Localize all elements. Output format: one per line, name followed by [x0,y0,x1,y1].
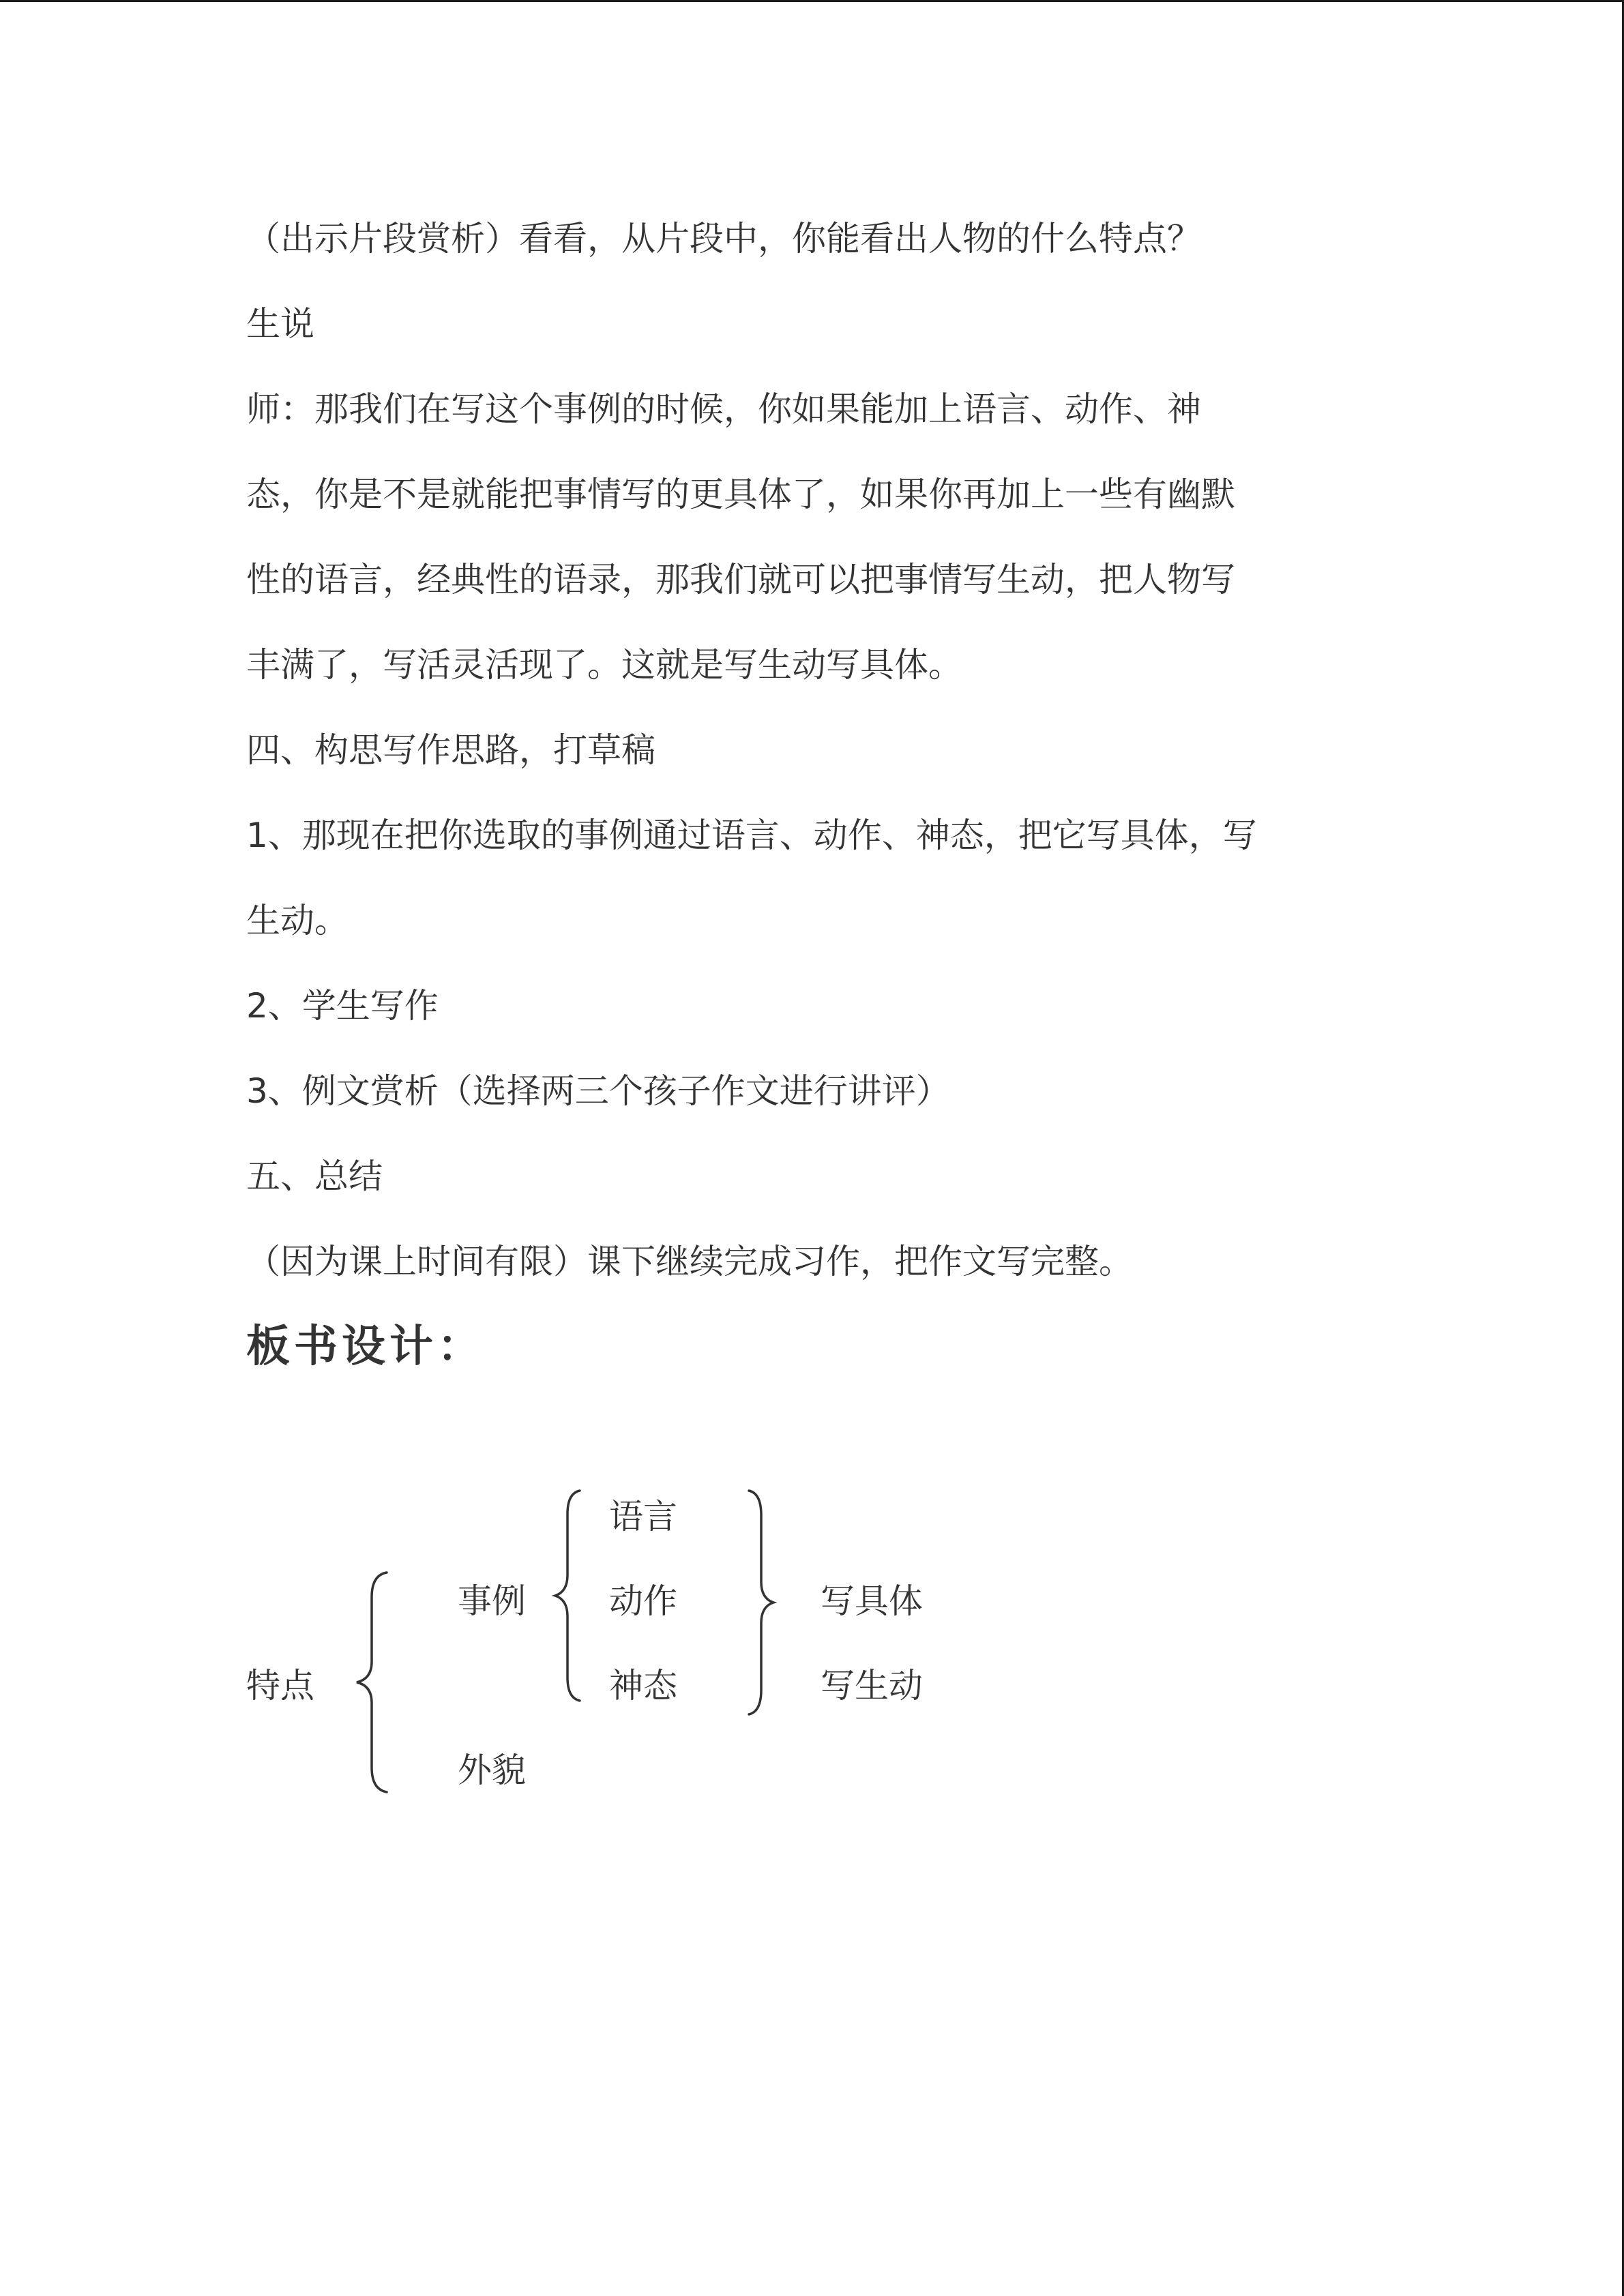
list-item: 3、例文赏析（选择两三个孩子作文进行讲评） [246,1071,950,1111]
paragraph-line: 生动。 [246,901,349,940]
diagram-method: 动作 [609,1581,677,1621]
diagram-branch-appearance: 外貌 [458,1750,526,1790]
list-item: 2、学生写作 [246,986,439,1026]
section-heading-4: 四、构思写作思路，打草稿 [246,730,655,770]
diagram-root-label: 特点 [246,1666,314,1705]
root-brace-icon [351,1570,392,1795]
page-top-border [0,0,1624,2]
paragraph-line: 生说 [246,304,314,344]
paragraph-line: 丰满了，写活灵活现了。这就是写生动写具体。 [246,645,962,685]
paragraph-line: 态，你是不是就能把事情写的更具体了，如果你再加上一些有幽默 [246,475,1235,514]
paragraph-line: 师：那我们在写这个事例的时候，你如果能加上语言、动作、神 [246,389,1201,429]
paragraph-line: （出示片段赏析）看看，从片段中，你能看出人物的什么特点？ [246,219,1201,258]
diagram-method: 语言 [609,1497,677,1536]
board-design-heading: 板书设计： [246,1322,485,1372]
diagram-result: 写具体 [821,1581,923,1621]
paragraph-line: （因为课上时间有限）课下继续完成习作，把作文写完整。 [246,1242,1133,1281]
diagram-result: 写生动 [821,1666,923,1705]
method-brace-icon [551,1487,585,1705]
paragraph-line: 性的语言，经典性的语录，那我们就可以把事情写生动，把人物写 [246,560,1235,599]
diagram-method: 神态 [609,1666,677,1705]
section-heading-5: 五、总结 [246,1157,383,1196]
result-brace-icon [743,1487,778,1718]
diagram-branch-example: 事例 [458,1581,526,1621]
paragraph-line: 1、那现在把你选取的事例通过语言、动作、神态，把它写具体，写 [246,816,1257,855]
